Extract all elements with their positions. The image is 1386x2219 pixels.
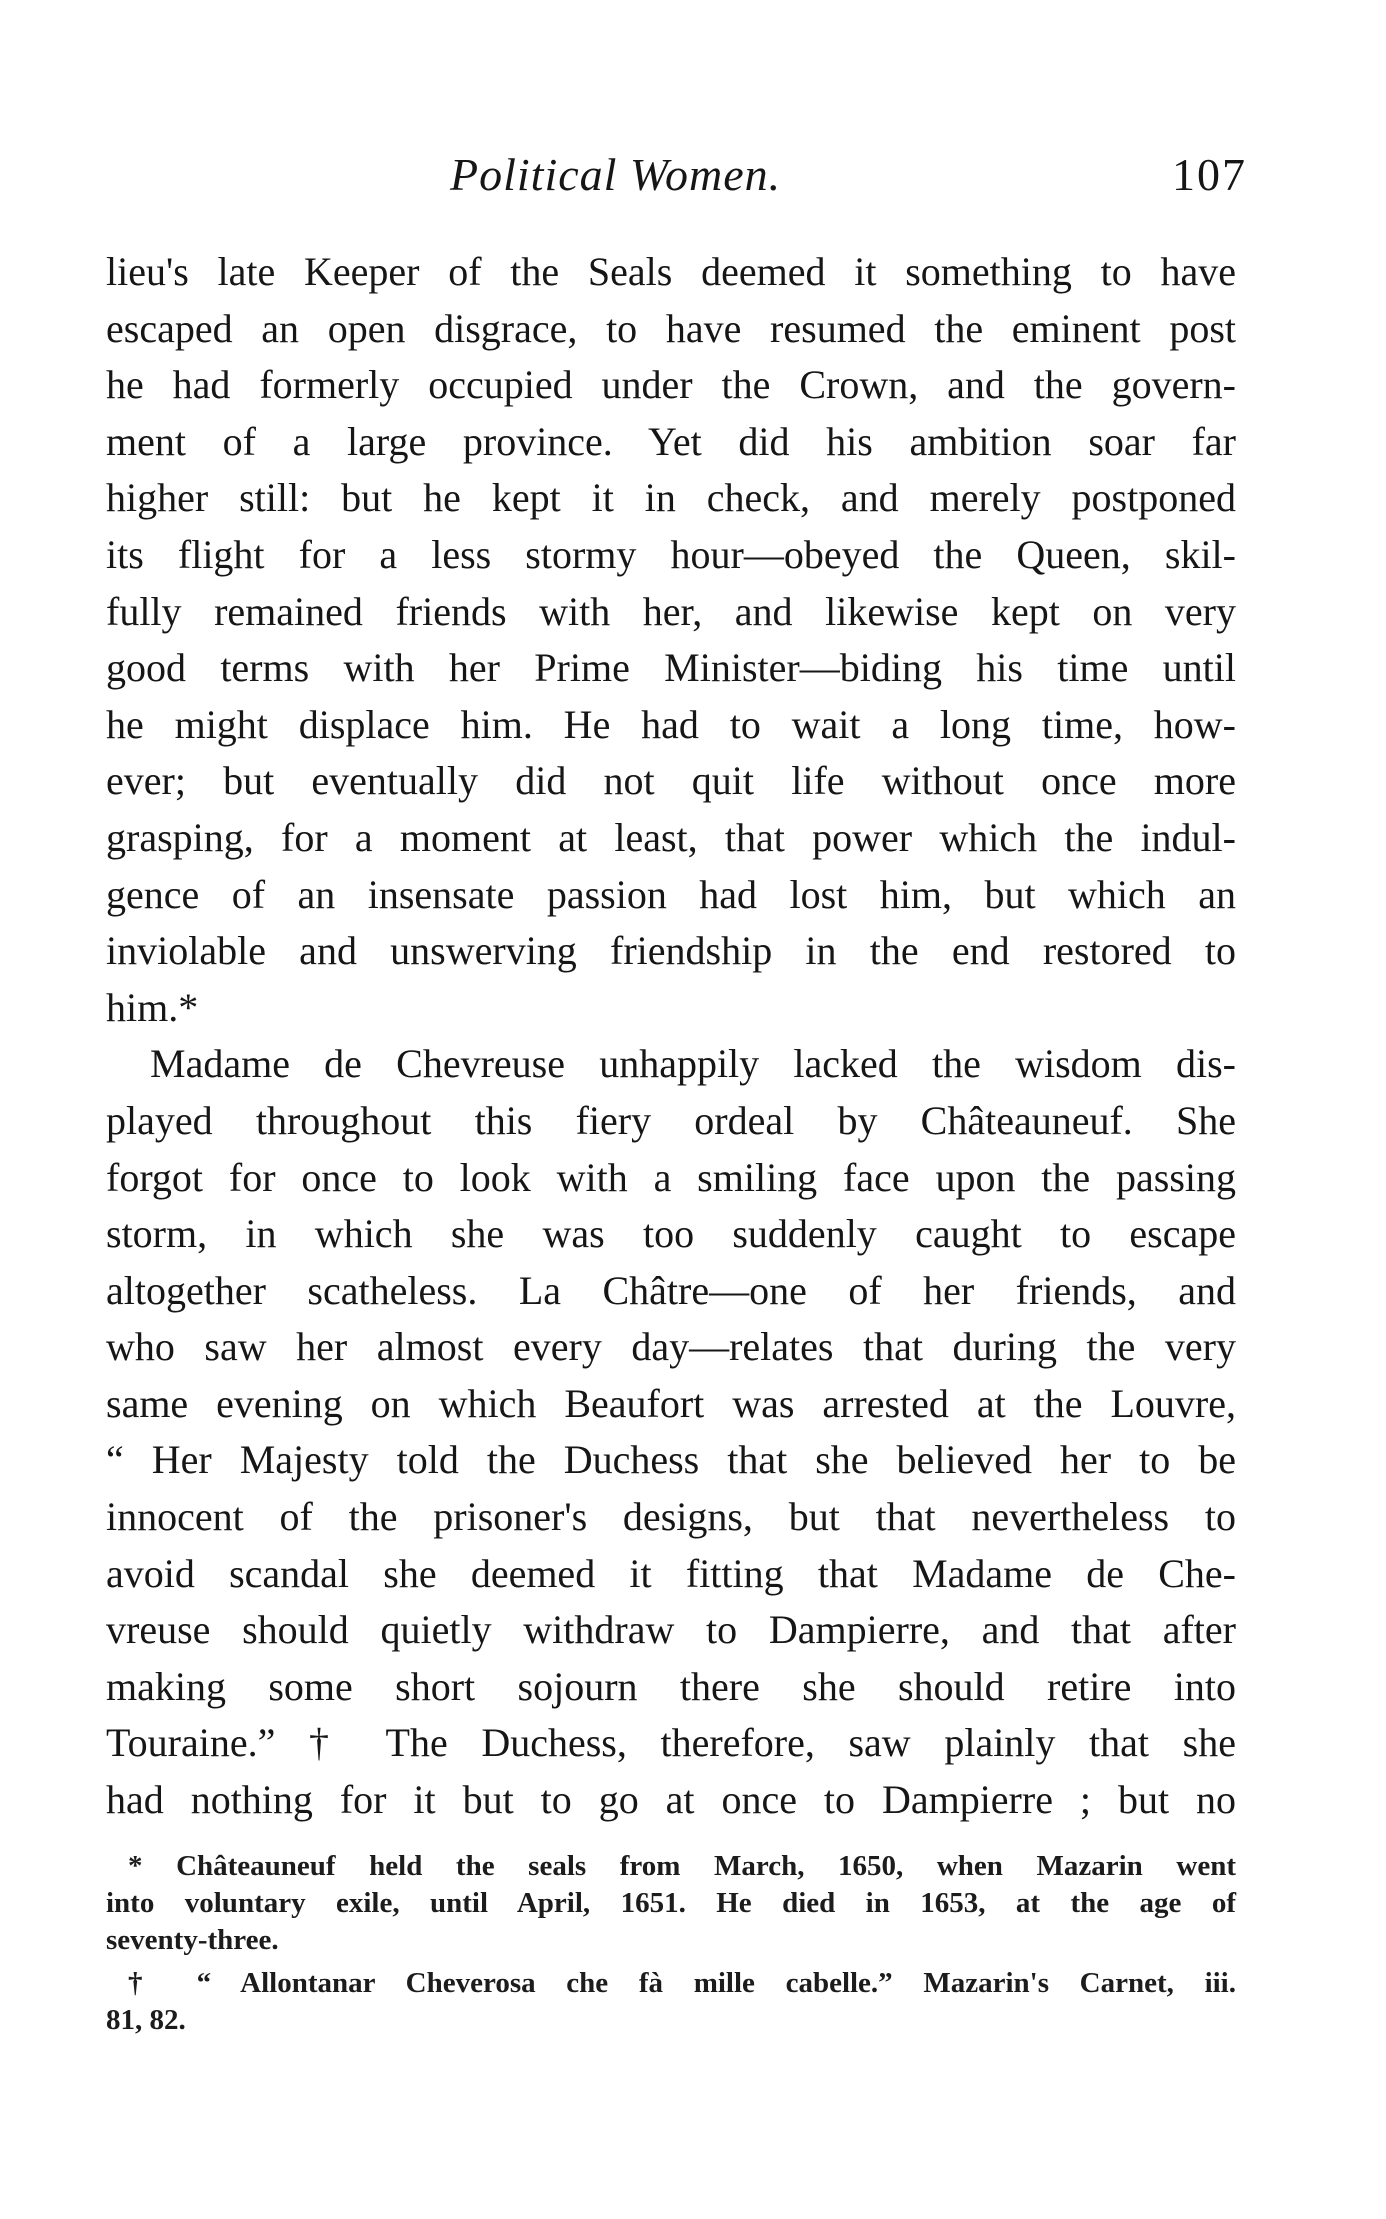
text-line: “ Her Majesty told the Duchess that she believed her to be bbox=[106, 1437, 1236, 1483]
text-line: forgot for once to look with a smiling face upon the passing bbox=[106, 1154, 1236, 1200]
text-line: its flight for a less stormy hour—obeyed the Queen, skil- bbox=[106, 531, 1236, 577]
footnote-line: into voluntary exile, until April, 1651. He died in 1653, at the age of bbox=[106, 1887, 1236, 1919]
text-line: innocent of the prisoner's designs, but that nevertheless to bbox=[106, 1494, 1236, 1540]
text-line: vreuse should quietly withdraw to Dampierre, and that after bbox=[106, 1607, 1236, 1653]
footnote-mazarin-carnet bbox=[106, 1965, 1236, 2039]
footnotes bbox=[106, 1848, 1236, 2039]
text-line: storm, in which she was too suddenly caught to escape bbox=[106, 1211, 1236, 1257]
text-line: had nothing for it but to go at once to Dampierre ; but no bbox=[106, 1777, 1236, 1823]
footnote-line: 81, 82. bbox=[106, 2004, 186, 2036]
text-line: ment of a large province. Yet did his ambition soar far bbox=[106, 418, 1236, 464]
paragraph-start-line: Madame de Chevreuse unhappily lacked the wisdom dis- bbox=[150, 1041, 1236, 1087]
body-text bbox=[106, 244, 1236, 1829]
text-line: good terms with her Prime Minister—biding his time until bbox=[106, 645, 1236, 691]
footnote-line: seventy-three. bbox=[106, 1924, 279, 1956]
text-line: higher still: but he kept it in check, and merely postponed bbox=[106, 475, 1236, 521]
running-title: Political Women. bbox=[450, 149, 782, 200]
footnote-chateauneuf bbox=[106, 1848, 1236, 1959]
text-line: who saw her almost every day—relates that during the very bbox=[106, 1324, 1236, 1370]
text-line: making some short sojourn there she should retire into bbox=[106, 1663, 1236, 1709]
text-line: altogether scatheless. La Châtre—one of her friends, and bbox=[106, 1267, 1236, 1313]
footnote-line: * Châteauneuf held the seals from March, 1650, when Mazarin went bbox=[128, 1850, 1236, 1882]
text-line: played throughout this fiery ordeal by Châteauneuf. She bbox=[106, 1097, 1236, 1143]
text-line: fully remained friends with her, and likewise kept on very bbox=[106, 588, 1236, 634]
text-line: him.* bbox=[106, 984, 199, 1030]
text-line: ever; but eventually did not quit life without once more bbox=[106, 758, 1236, 804]
text-line: inviolable and unswerving friendship in the end restored to bbox=[106, 928, 1236, 974]
text-line: lieu's late Keeper of the Seals deemed it something to have bbox=[106, 249, 1236, 294]
text-line: same evening on which Beaufort was arrested at the Louvre, bbox=[106, 1380, 1236, 1426]
text-line: avoid scandal she deemed it fitting that Madame de Che- bbox=[106, 1550, 1236, 1596]
page-header bbox=[0, 148, 1386, 208]
footnote-line: † “ Allontanar Cheverosa che fà mille cabelle.” Mazarin's Carnet, iii. bbox=[128, 1967, 1236, 1999]
page-number: 107 bbox=[1172, 149, 1247, 200]
text-line: he might displace him. He had to wait a long time, how- bbox=[106, 701, 1236, 747]
text-line: escaped an open disgrace, to have resumed the eminent post bbox=[106, 305, 1236, 351]
text-line: grasping, for a moment at least, that power which the indul- bbox=[106, 814, 1236, 860]
text-line: gence of an insensate passion had lost him, but which an bbox=[106, 871, 1236, 917]
text-line: Touraine.” † The Duchess, therefore, saw plainly that she bbox=[106, 1720, 1236, 1766]
text-line: he had formerly occupied under the Crown, and the govern- bbox=[106, 362, 1236, 408]
